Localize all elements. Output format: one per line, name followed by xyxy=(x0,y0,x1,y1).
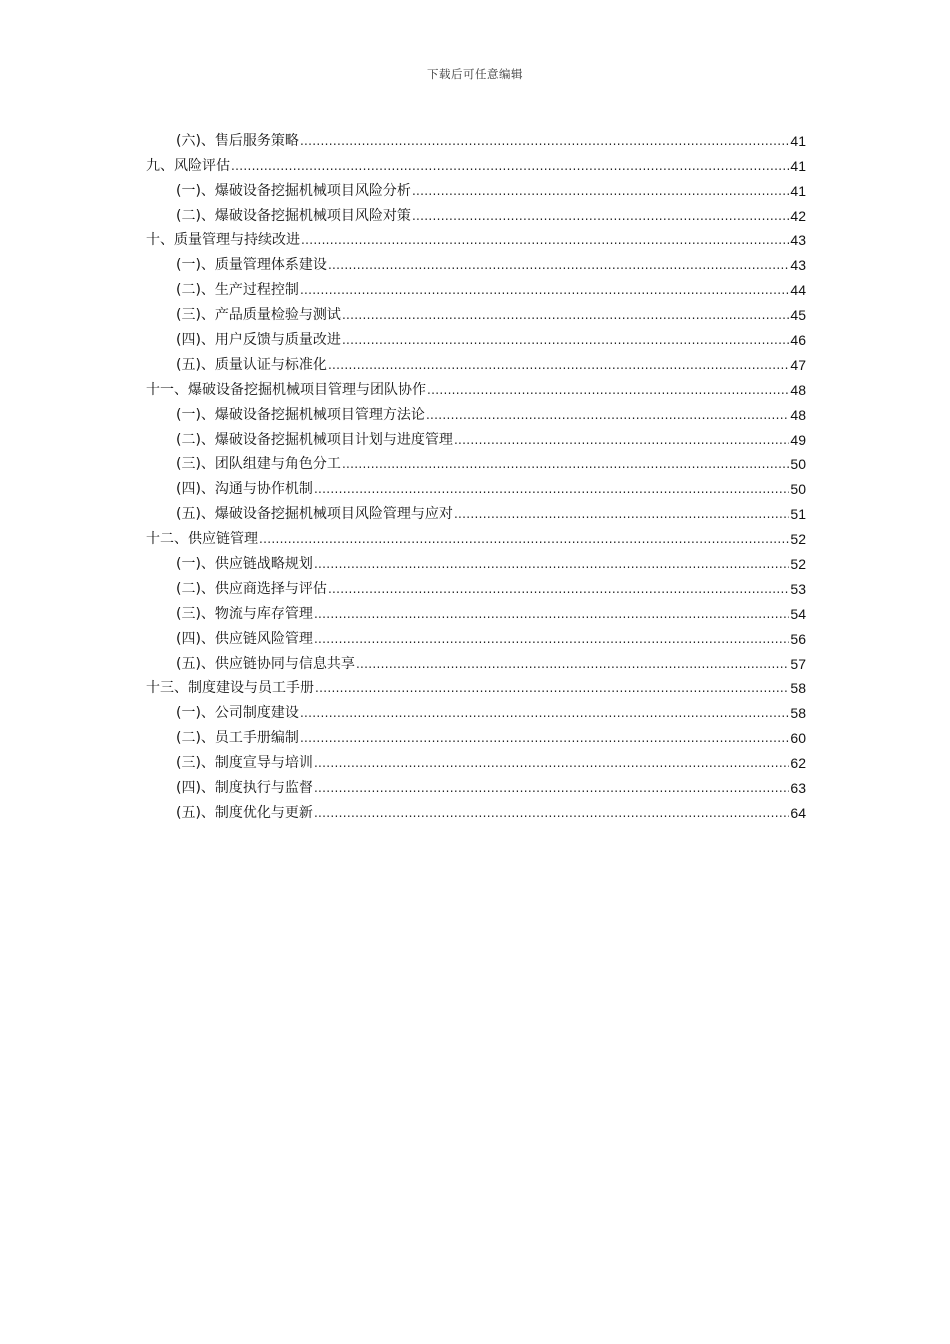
toc-dot-leader xyxy=(412,182,789,200)
toc-entry-page-number: 52 xyxy=(790,531,806,548)
toc-dot-leader xyxy=(314,779,789,797)
toc-dot-leader xyxy=(314,804,789,822)
toc-dot-leader xyxy=(328,580,789,598)
toc-entry-title: (五)、制度优化与更新 xyxy=(176,804,313,821)
toc-entry-title: (一)、质量管理体系建设 xyxy=(176,257,327,274)
toc-entry[interactable] xyxy=(146,125,806,150)
toc-entry-title: (五)、质量认证与标准化 xyxy=(176,356,327,373)
toc-entry-page-number: 43 xyxy=(790,232,806,249)
toc-dot-leader xyxy=(314,630,789,648)
toc-dot-leader xyxy=(427,381,789,399)
toc-entry-page-number: 50 xyxy=(790,481,806,498)
toc-entry-title: 十、质量管理与持续改进 xyxy=(146,232,300,249)
toc-dot-leader xyxy=(342,306,789,324)
toc-entry-page-number: 57 xyxy=(790,655,806,672)
toc-entry-page-number: 49 xyxy=(790,431,806,448)
toc-entry[interactable] xyxy=(146,473,806,498)
toc-entry-title: 九、风险评估 xyxy=(146,157,230,174)
toc-entry-title: (五)、爆破设备挖掘机械项目风险管理与应对 xyxy=(176,506,453,523)
toc-entry[interactable] xyxy=(146,200,806,225)
toc-dot-leader xyxy=(314,605,789,623)
toc-entry[interactable] xyxy=(146,673,806,698)
toc-entry-page-number: 63 xyxy=(790,780,806,797)
toc-entry-title: (二)、生产过程控制 xyxy=(176,282,299,299)
toc-entry-title: (三)、产品质量检验与测试 xyxy=(176,307,341,324)
toc-entry-page-number: 47 xyxy=(790,356,806,373)
toc-entry[interactable] xyxy=(146,324,806,349)
toc-entry[interactable] xyxy=(146,399,806,424)
toc-entry-title: (一)、公司制度建设 xyxy=(176,705,299,722)
toc-entry-page-number: 48 xyxy=(790,381,806,398)
toc-entry-page-number: 53 xyxy=(790,580,806,597)
toc-entry[interactable] xyxy=(146,374,806,399)
toc-entry[interactable] xyxy=(146,797,806,822)
toc-entry-title: (一)、爆破设备挖掘机械项目风险分析 xyxy=(176,182,411,199)
toc-entry-title: (二)、爆破设备挖掘机械项目风险对策 xyxy=(176,207,411,224)
toc-dot-leader xyxy=(315,679,789,697)
toc-entry[interactable] xyxy=(146,548,806,573)
toc-entry-title: (二)、供应商选择与评估 xyxy=(176,580,327,597)
table-of-contents xyxy=(146,125,806,822)
toc-entry[interactable] xyxy=(146,274,806,299)
toc-entry-title: (三)、物流与库存管理 xyxy=(176,605,313,622)
toc-dot-leader xyxy=(342,331,789,349)
toc-entry[interactable] xyxy=(146,648,806,673)
toc-entry-title: (五)、供应链协同与信息共享 xyxy=(176,655,355,672)
toc-entry-page-number: 50 xyxy=(790,456,806,473)
toc-entry-page-number: 51 xyxy=(790,506,806,523)
toc-entry-title: (四)、用户反馈与质量改进 xyxy=(176,332,341,349)
toc-entry[interactable] xyxy=(146,623,806,648)
toc-entry-title: 十一、爆破设备挖掘机械项目管理与团队协作 xyxy=(146,381,426,398)
toc-entry-title: (六)、售后服务策略 xyxy=(176,132,299,149)
toc-entry[interactable] xyxy=(146,573,806,598)
toc-entry[interactable] xyxy=(146,747,806,772)
toc-entry-title: (一)、供应链战略规划 xyxy=(176,556,313,573)
toc-dot-leader xyxy=(314,555,789,573)
toc-entry-title: (四)、制度执行与监督 xyxy=(176,780,313,797)
toc-dot-leader xyxy=(426,406,789,424)
toc-dot-leader xyxy=(314,754,789,772)
toc-dot-leader xyxy=(454,505,789,523)
toc-entry[interactable] xyxy=(146,349,806,374)
toc-dot-leader xyxy=(301,231,789,249)
toc-entry-page-number: 56 xyxy=(790,630,806,647)
toc-entry[interactable] xyxy=(146,697,806,722)
toc-entry-page-number: 58 xyxy=(790,705,806,722)
toc-dot-leader xyxy=(259,530,789,548)
toc-entry-page-number: 41 xyxy=(790,132,806,149)
toc-entry-page-number: 62 xyxy=(790,755,806,772)
toc-entry[interactable] xyxy=(146,150,806,175)
toc-entry-page-number: 41 xyxy=(790,157,806,174)
toc-dot-leader xyxy=(412,207,789,225)
toc-entry-page-number: 44 xyxy=(790,282,806,299)
page-header: 下载后可任意编辑 xyxy=(427,67,523,81)
toc-entry-title: 十二、供应链管理 xyxy=(146,531,258,548)
toc-entry-page-number: 58 xyxy=(790,680,806,697)
toc-entry-page-number: 43 xyxy=(790,257,806,274)
toc-entry-title: (四)、供应链风险管理 xyxy=(176,630,313,647)
toc-entry-page-number: 48 xyxy=(790,406,806,423)
toc-entry[interactable] xyxy=(146,598,806,623)
toc-dot-leader xyxy=(328,256,789,274)
toc-entry-page-number: 60 xyxy=(790,730,806,747)
toc-dot-leader xyxy=(300,132,789,150)
toc-dot-leader xyxy=(356,655,789,673)
toc-entry-title: (一)、爆破设备挖掘机械项目管理方法论 xyxy=(176,406,425,423)
toc-entry[interactable] xyxy=(146,424,806,449)
toc-entry-page-number: 41 xyxy=(790,182,806,199)
toc-entry[interactable] xyxy=(146,449,806,474)
toc-entry[interactable] xyxy=(146,249,806,274)
toc-dot-leader xyxy=(300,729,789,747)
toc-entry[interactable] xyxy=(146,772,806,797)
toc-entry-page-number: 64 xyxy=(790,804,806,821)
toc-dot-leader xyxy=(300,704,789,722)
toc-entry-page-number: 54 xyxy=(790,605,806,622)
toc-entry-title: (四)、沟通与协作机制 xyxy=(176,481,313,498)
toc-entry[interactable] xyxy=(146,498,806,523)
toc-entry-title: (三)、制度宣导与培训 xyxy=(176,755,313,772)
toc-entry[interactable] xyxy=(146,175,806,200)
toc-dot-leader xyxy=(231,157,789,175)
toc-entry-title: (二)、爆破设备挖掘机械项目计划与进度管理 xyxy=(176,431,453,448)
toc-entry-page-number: 52 xyxy=(790,556,806,573)
toc-entry-title: (二)、员工手册编制 xyxy=(176,730,299,747)
toc-entry[interactable] xyxy=(146,722,806,747)
toc-entry-page-number: 45 xyxy=(790,307,806,324)
toc-entry-page-number: 46 xyxy=(790,332,806,349)
toc-dot-leader xyxy=(328,356,789,374)
toc-entry[interactable] xyxy=(146,523,806,548)
toc-entry-page-number: 42 xyxy=(790,207,806,224)
toc-entry[interactable] xyxy=(146,299,806,324)
toc-dot-leader xyxy=(342,455,789,473)
toc-dot-leader xyxy=(314,480,789,498)
toc-dot-leader xyxy=(454,431,789,449)
toc-dot-leader xyxy=(300,281,789,299)
toc-entry[interactable] xyxy=(146,225,806,250)
toc-entry-title: 十三、制度建设与员工手册 xyxy=(146,680,314,697)
toc-entry-title: (三)、团队组建与角色分工 xyxy=(176,456,341,473)
